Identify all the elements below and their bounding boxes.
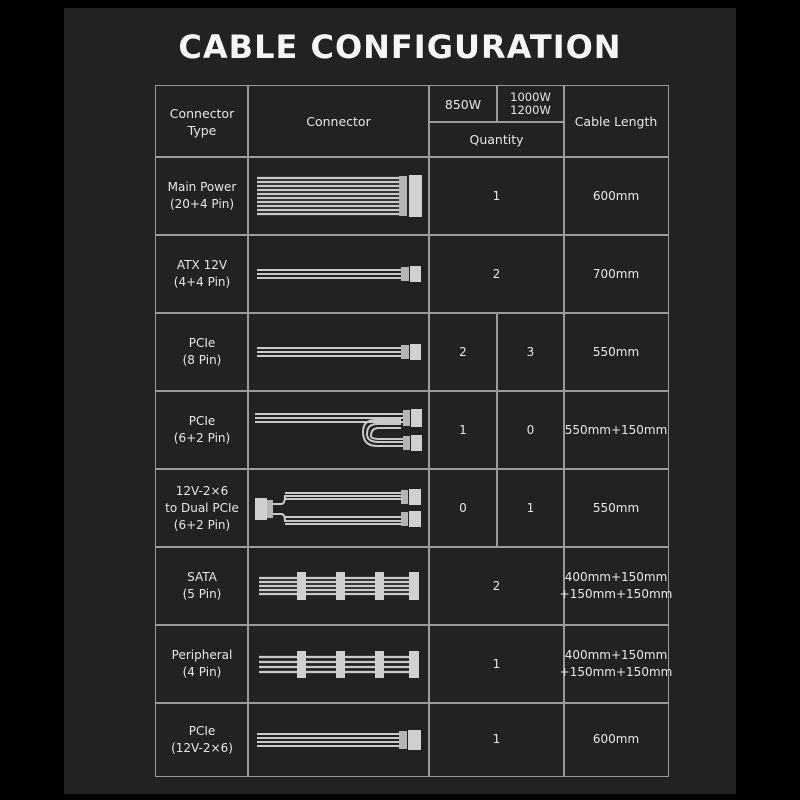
24pin-cable-icon <box>251 171 426 221</box>
row-main-power-quantity: 1 <box>428 156 565 236</box>
row-atx12v-length: 700mm <box>563 234 669 314</box>
row-pcie-12v2x6-quantity: 1 <box>428 702 565 777</box>
row-pcie-12v2x6-type: PCIe (12V-2×6) <box>155 702 249 777</box>
cable-table <box>155 85 673 777</box>
header-connector-type: Connector Type <box>155 85 249 158</box>
row-pcie-8pin-type: PCIe (8 Pin) <box>155 312 249 392</box>
row-atx12v-quantity: 2 <box>428 234 565 314</box>
12v2x6-dual-pcie-cable-icon <box>251 488 426 528</box>
row-pcie-6plus2-connector <box>247 390 430 470</box>
row-sata-length: 400mm+150mm +150mm+150mm <box>563 546 669 626</box>
row-main-power-type: Main Power (20+4 Pin) <box>155 156 249 236</box>
row-atx12v-type: ATX 12V (4+4 Pin) <box>155 234 249 314</box>
row-main-power-length: 600mm <box>563 156 669 236</box>
row-sata-quantity: 2 <box>428 546 565 626</box>
8pin-cpu-cable-icon <box>251 262 426 286</box>
row-pcie-6plus2-length: 550mm+150mm <box>563 390 669 470</box>
row-12v2x6-dual-pcie-length: 550mm <box>563 468 669 548</box>
row-pcie-8pin-qty-1000w: 3 <box>496 312 565 392</box>
row-atx12v-connector <box>247 234 430 314</box>
row-12v2x6-dual-pcie-qty-850w: 0 <box>428 468 498 548</box>
peripheral-cable-icon <box>251 644 426 684</box>
row-pcie-8pin-qty-850w: 2 <box>428 312 498 392</box>
row-pcie-12v2x6-connector <box>247 702 430 777</box>
row-peripheral-quantity: 1 <box>428 624 565 704</box>
row-pcie-6plus2-qty-850w: 1 <box>428 390 498 470</box>
header-850w: 850W <box>428 85 498 123</box>
12v2x6-cable-icon <box>251 725 426 755</box>
row-peripheral-type: Peripheral (4 Pin) <box>155 624 249 704</box>
header-cable-length: Cable Length <box>563 85 669 158</box>
row-sata-connector <box>247 546 430 626</box>
sata-cable-icon <box>251 566 426 606</box>
pcie-8pin-cable-icon <box>251 340 426 364</box>
header-quantity: Quantity <box>428 121 565 158</box>
row-main-power-connector <box>247 156 430 236</box>
row-peripheral-connector <box>247 624 430 704</box>
row-12v2x6-dual-pcie-connector <box>247 468 430 548</box>
header-1000w-1200w: 1000W 1200W <box>496 85 565 123</box>
row-pcie-12v2x6-length: 600mm <box>563 702 669 777</box>
row-sata-type: SATA (5 Pin) <box>155 546 249 626</box>
row-pcie-6plus2-qty-1000w: 0 <box>496 390 565 470</box>
page-title: CABLE CONFIGURATION <box>178 28 622 66</box>
row-12v2x6-dual-pcie-type: 12V-2×6 to Dual PCIe (6+2 Pin) <box>155 468 249 548</box>
row-12v2x6-dual-pcie-qty-1000w: 1 <box>496 468 565 548</box>
row-peripheral-length: 400mm+150mm +150mm+150mm <box>563 624 669 704</box>
header-connector: Connector <box>247 85 430 158</box>
row-pcie-8pin-connector <box>247 312 430 392</box>
pcie-dual-cable-icon <box>251 402 426 458</box>
row-pcie-8pin-length: 550mm <box>563 312 669 392</box>
row-pcie-6plus2-type: PCIe (6+2 Pin) <box>155 390 249 470</box>
